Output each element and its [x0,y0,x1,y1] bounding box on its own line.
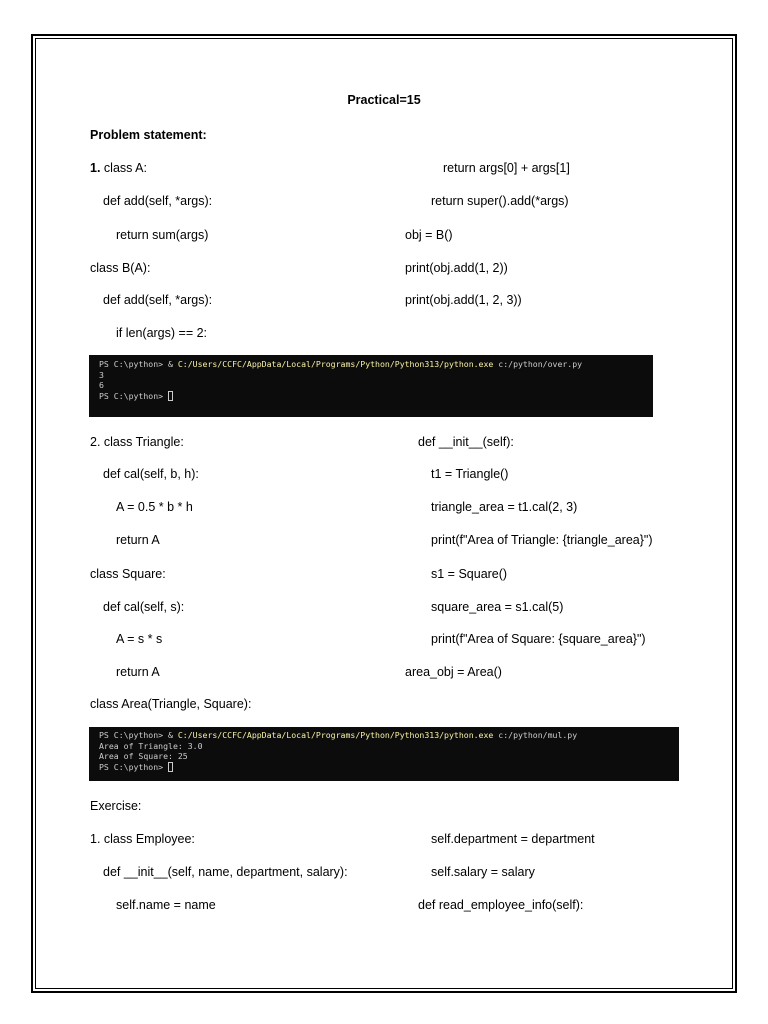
p2-line-8: return A [116,665,160,679]
e1-line-1: 1. class Employee: [90,832,195,846]
p1-line-6: if len(args) == 2: [116,326,208,340]
p1-line-1: 1. class A: [90,161,147,175]
e1-right-2: self.salary = salary [431,865,535,879]
problem-heading: Problem statement: [90,128,207,142]
p2-right-2: t1 = Triangle() [431,467,509,481]
terminal-output-2: PS C:\python> & C:/Users/CCFC/AppData/Local/Programs/Python/Python313/python.exe c:/python/mul.py Area of Triangle: 3.0 Area of Square: 25 PS C:\python> [89,727,679,781]
e1-right-1: self.department = department [431,832,595,846]
p1-right-4: print(obj.add(1, 2)) [405,261,508,275]
p1-number: 1. [90,161,101,175]
p1-line-5: def add(self, *args): [103,293,213,307]
p2-line-9: class Area(Triangle, Square): [90,697,252,711]
p1-right-3: obj = B() [405,228,453,242]
p2-line-5: class Square: [90,567,166,581]
terminal-output-1: PS C:\python> & C:/Users/CCFC/AppData/Local/Programs/Python/Python313/python.exe c:/python/over.py 3 6 PS C:\python> [89,355,653,417]
p1-right-5: print(obj.add(1, 2, 3)) [405,293,522,307]
p2-right-8: area_obj = Area() [405,665,502,679]
p1-line-2: def add(self, *args): [103,194,213,208]
p2-right-3: triangle_area = t1.cal(2, 3) [431,500,578,514]
exercise-heading: Exercise: [90,799,142,813]
e1-line-2: def __init__(self, name, department, salary): [103,865,348,879]
p2-line-7: A = s * s [116,632,163,646]
p2-line-1: 2. class Triangle: [90,435,184,449]
terminal-cursor [168,762,173,772]
p2-line-6: def cal(self, s): [103,600,185,614]
p2-right-5: s1 = Square() [431,567,508,581]
e1-right-3: def read_employee_info(self): [418,898,584,912]
p2-right-6: square_area = s1.cal(5) [431,600,564,614]
terminal-cursor [168,391,173,401]
p2-right-1: def __init__(self): [418,435,514,449]
p2-line-3: A = 0.5 * b * h [116,500,193,514]
e1-line-3: self.name = name [116,898,216,912]
p1-right-2: return super().add(*args) [431,194,569,208]
p2-right-7: print(f"Area of Square: {square_area}") [431,632,646,646]
p2-line-2: def cal(self, b, h): [103,467,199,481]
p1-line-4: class B(A): [90,261,151,275]
p2-line-4: return A [116,533,160,547]
p1-line-3: return sum(args) [116,228,209,242]
p2-right-4: print(f"Area of Triangle: {triangle_area}") [431,533,653,547]
p1-right-1: return args[0] + args[1] [443,161,570,175]
page-title: Practical=15 [347,93,421,107]
